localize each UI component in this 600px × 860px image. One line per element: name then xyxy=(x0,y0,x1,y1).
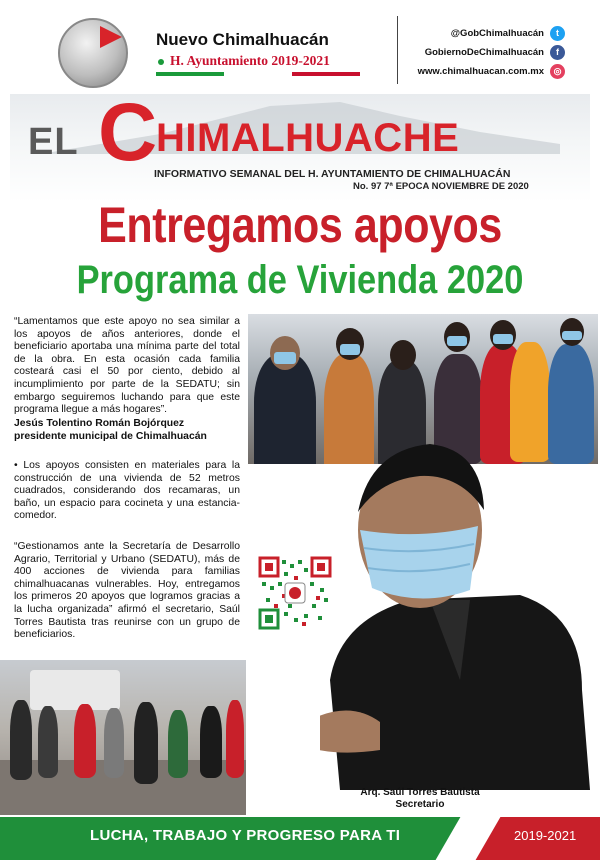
sub-headline: Programa de Vivienda 2020 xyxy=(76,258,524,302)
caption-name: Arq. Saúl Torres Bautista xyxy=(360,787,480,798)
quote-paragraph-1: “Lamentamos que este apoyo no sea similar a los apoyos de años anteriores, donde el beneficiario aportaba una mínima parte del total de la obra. En esta ocasión cada familia costeará casi el 50 por ciento, debido al incumplimiento por parte de la SEDATU; sin embargo seguiremos luchando para que este programa llegue a más hogares”. xyxy=(14,316,240,416)
masthead-title: HIMALHUACHE xyxy=(156,116,460,160)
main-headline: Entregamos apoyos xyxy=(98,197,502,253)
ayuntamiento-label: H. Ayuntamiento 2019-2021 xyxy=(170,53,330,68)
caption-role: Secretario xyxy=(395,799,445,810)
web-icon[interactable]: ◎ xyxy=(550,64,565,79)
quote-paragraph-2: “Gestionamos ante la Secretaría de Desarrollo Agrario, Territorial y Urbano (SEDATU), más de 400 acciones de vivienda para familias chimalhuacanas vulnerables. Hoy, entregamos los primeros 20 apoyos que logramos gracias a la lucha organizada” afirmó el secretario, Saúl Torres Bautista tras reunirse con un grupo de beneficiarios. xyxy=(14,541,240,641)
masthead-el: EL xyxy=(28,121,79,163)
facebook-handle[interactable]: GobiernoDeChimalhuacán xyxy=(424,47,544,58)
secretary-photo xyxy=(320,430,598,790)
delivery-photo xyxy=(0,660,246,815)
masthead-big-c: C xyxy=(98,87,158,178)
bullet-dot-icon xyxy=(158,59,164,65)
masthead-subtitle: INFORMATIVO SEMANAL DEL H. AYUNTAMIENTO DE CHIMALHUACÁN xyxy=(154,168,511,180)
author-role: presidente municipal de Chimalhuacán xyxy=(14,431,207,442)
header-divider xyxy=(397,16,398,84)
qr-code[interactable] xyxy=(258,556,332,630)
twitter-handle[interactable]: @GobChimalhuacán xyxy=(450,28,544,39)
photo-caption xyxy=(340,787,500,811)
bullet-paragraph: • Los apoyos consisten en materiales para la construcción de una vivienda de 52 metros cuadrados, considerando dos recamaras, un baño, un espacio para cocineta y una estancia-comedor. xyxy=(14,460,240,522)
facebook-icon[interactable]: f xyxy=(550,45,565,60)
twitter-icon[interactable]: t xyxy=(550,26,565,41)
author-name: Jesús Tolentino Román Bojórquez xyxy=(14,418,185,429)
brand-name: Nuevo Chimalhuacán xyxy=(156,30,329,49)
flag-stripe xyxy=(156,72,360,76)
website-link[interactable]: www.chimalhuacan.com.mx xyxy=(417,66,544,77)
footer-slogan: LUCHA, TRABAJO Y PROGRESO PARA TI xyxy=(90,827,401,844)
issue-info: No. 97 7ª EPOCA NOVIEMBRE DE 2020 xyxy=(353,181,529,192)
footer-years: 2019-2021 xyxy=(514,828,577,843)
logo-arrow-icon xyxy=(100,26,122,48)
